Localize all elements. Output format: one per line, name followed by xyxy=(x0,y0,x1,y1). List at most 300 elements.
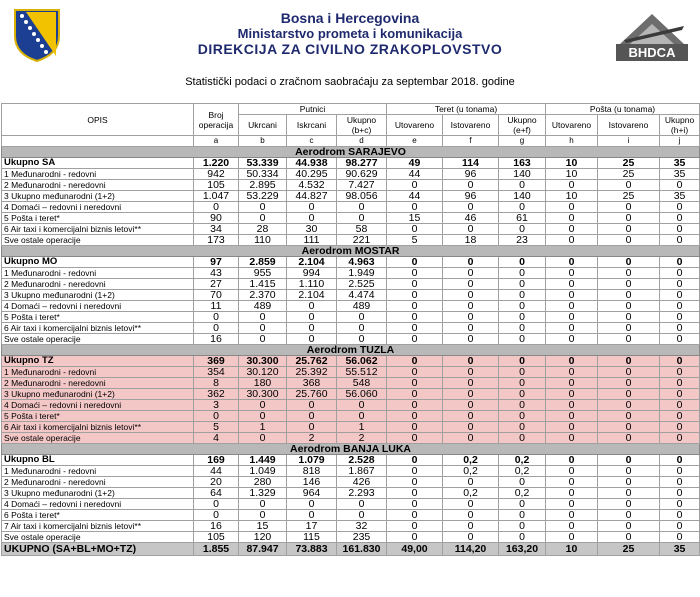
cell-value: 489 xyxy=(239,301,287,312)
cell-value: 0 xyxy=(598,433,660,444)
cell-value: 0 xyxy=(499,422,546,433)
cell-value: 34 xyxy=(194,224,239,235)
cell-value: 53.339 xyxy=(239,158,287,169)
cell-value: 0 xyxy=(387,488,443,499)
cell-value: 2.895 xyxy=(239,180,287,191)
row-label: 4 Domaći – redovni i neredovni xyxy=(2,400,194,411)
table-row xyxy=(2,268,700,279)
cell-value: 8 xyxy=(194,378,239,389)
cell-value: 0 xyxy=(660,378,700,389)
cell-value: 0 xyxy=(287,422,337,433)
table-row xyxy=(2,323,700,334)
cell-value: 28 xyxy=(239,224,287,235)
cell-value: 0 xyxy=(660,334,700,345)
cell-value: 0 xyxy=(598,510,660,521)
cell-value: 0 xyxy=(546,466,598,477)
table-row xyxy=(2,367,700,378)
cell-value: 0 xyxy=(239,400,287,411)
cell-value: 0 xyxy=(443,290,499,301)
cell-value: 30.300 xyxy=(239,356,287,367)
grand-total-label: UKUPNO (SA+BL+MO+TZ) xyxy=(2,543,194,556)
cell-value: 0 xyxy=(598,224,660,235)
table-row xyxy=(2,433,700,444)
cell-value: 0 xyxy=(337,334,387,345)
cell-value: 0 xyxy=(387,510,443,521)
airport-total-row xyxy=(2,455,700,466)
cell-value: 0 xyxy=(546,180,598,191)
cell-value: 0 xyxy=(443,268,499,279)
cell-value: 0 xyxy=(443,323,499,334)
airport-name: Aerodrom TUZLA xyxy=(2,345,700,356)
cell-value: 0,2 xyxy=(499,466,546,477)
cell-value: 0 xyxy=(499,499,546,510)
cell-value: 0 xyxy=(443,411,499,422)
table-row xyxy=(2,532,700,543)
cell-value: 0 xyxy=(443,356,499,367)
row-label: 6 Air taxi i komercijalni biznis letovi** xyxy=(2,224,194,235)
cell-value: 180 xyxy=(239,378,287,389)
cell-value: 0 xyxy=(387,532,443,543)
cell-value: 0 xyxy=(499,202,546,213)
cell-value: 0 xyxy=(239,411,287,422)
col-letter: e xyxy=(387,136,443,147)
cell-value: 0 xyxy=(546,510,598,521)
cell-value: 0 xyxy=(287,334,337,345)
cell-value: 0 xyxy=(443,279,499,290)
col-letter: g xyxy=(499,136,546,147)
cell-value: 0 xyxy=(443,422,499,433)
cell-value: 0 xyxy=(598,389,660,400)
cell-value: 235 xyxy=(337,532,387,543)
cell-value: 18 xyxy=(443,235,499,246)
cell-value: 0 xyxy=(546,213,598,224)
cell-value: 955 xyxy=(239,268,287,279)
cell-value: 30 xyxy=(287,224,337,235)
cell-value: 35 xyxy=(660,169,700,180)
airport-header-row xyxy=(2,444,700,455)
cell-value: 0 xyxy=(194,202,239,213)
cell-value: 2.293 xyxy=(337,488,387,499)
cell-value: 0,2 xyxy=(443,488,499,499)
cell-value: 0 xyxy=(598,312,660,323)
col-letter: j xyxy=(660,136,700,147)
cell-value: 0 xyxy=(337,213,387,224)
cell-value: 2.859 xyxy=(239,257,287,268)
cell-value: 0 xyxy=(598,521,660,532)
cell-value: 0 xyxy=(546,334,598,345)
cell-value: 0 xyxy=(598,290,660,301)
cell-value: 2.104 xyxy=(287,290,337,301)
cell-value: 354 xyxy=(194,367,239,378)
cell-value: 0 xyxy=(499,334,546,345)
table-row xyxy=(2,334,700,345)
cell-value: 0 xyxy=(546,356,598,367)
cell-value: 221 xyxy=(337,235,387,246)
cell-value: 30.300 xyxy=(239,389,287,400)
cell-value: 4 xyxy=(194,433,239,444)
cell-value: 0 xyxy=(660,268,700,279)
airport-total-row xyxy=(2,356,700,367)
col-istovareno: Istovareno xyxy=(443,115,499,136)
row-label: 4 Domaći – redovni i neredovni xyxy=(2,202,194,213)
cell-value: 1.110 xyxy=(287,279,337,290)
cell-value: 0 xyxy=(194,312,239,323)
cell-value: 0 xyxy=(443,301,499,312)
cell-value: 0 xyxy=(499,323,546,334)
cell-value: 0 xyxy=(387,422,443,433)
cell-value: 0 xyxy=(660,257,700,268)
cell-value: 0 xyxy=(387,268,443,279)
cell-value: 0,2 xyxy=(443,455,499,466)
cell-value: 0 xyxy=(287,323,337,334)
cell-value: 146 xyxy=(287,477,337,488)
cell-value: 0 xyxy=(387,389,443,400)
cell-value: 489 xyxy=(337,301,387,312)
cell-value: 0 xyxy=(499,433,546,444)
cell-value: 4.532 xyxy=(287,180,337,191)
col-ukupno-bc: Ukupno (b+c) xyxy=(337,115,387,136)
row-label: 1 Međunarodni - redovni xyxy=(2,268,194,279)
directorate-name: DIREKCIJA ZA CIVILNO ZRAKOPLOVSTVO xyxy=(197,41,503,57)
cell-value: 0 xyxy=(387,455,443,466)
table-row xyxy=(2,411,700,422)
cell-value: 0 xyxy=(546,477,598,488)
grand-total-value: 1.855 xyxy=(194,543,239,556)
cell-value: 25.392 xyxy=(287,367,337,378)
cell-value: 1.220 xyxy=(194,158,239,169)
cell-value: 0 xyxy=(443,510,499,521)
table-row xyxy=(2,279,700,290)
cell-value: 55.512 xyxy=(337,367,387,378)
table-row xyxy=(2,235,700,246)
cell-value: 0 xyxy=(660,202,700,213)
cell-value: 4.474 xyxy=(337,290,387,301)
row-label: Sve ostale operacije xyxy=(2,532,194,543)
cell-value: 0 xyxy=(443,257,499,268)
grand-total-value: 25 xyxy=(598,543,660,556)
cell-value: 0 xyxy=(443,334,499,345)
col-broj-operacija: Broj operacija xyxy=(194,104,239,136)
row-label: Ukupno BL xyxy=(2,455,194,466)
cell-value: 0 xyxy=(499,378,546,389)
cell-value: 0 xyxy=(660,389,700,400)
cell-value: 0 xyxy=(337,400,387,411)
grand-total-value: 73.883 xyxy=(287,543,337,556)
cell-value: 0 xyxy=(194,510,239,521)
table-row xyxy=(2,466,700,477)
cell-value: 90.629 xyxy=(337,169,387,180)
cell-value: 0 xyxy=(660,422,700,433)
page-header xyxy=(0,0,700,72)
cell-value: 120 xyxy=(239,532,287,543)
col-iskrcani: Iskrcani xyxy=(287,115,337,136)
airport-name: Aerodrom MOSTAR xyxy=(2,246,700,257)
cell-value: 0 xyxy=(660,411,700,422)
cell-value: 53.229 xyxy=(239,191,287,202)
cell-value: 0 xyxy=(546,422,598,433)
cell-value: 90 xyxy=(194,213,239,224)
cell-value: 0 xyxy=(499,389,546,400)
table-row xyxy=(2,521,700,532)
cell-value: 2 xyxy=(287,433,337,444)
cell-value: 0 xyxy=(239,433,287,444)
cell-value: 0 xyxy=(337,312,387,323)
cell-value: 115 xyxy=(287,532,337,543)
cell-value: 0 xyxy=(546,224,598,235)
cell-value: 0 xyxy=(387,290,443,301)
cell-value: 40.295 xyxy=(287,169,337,180)
row-label: 2 Međunarodni - neredovni xyxy=(2,477,194,488)
cell-value: 0 xyxy=(499,477,546,488)
row-label: 6 Pošta i teret* xyxy=(2,510,194,521)
cell-value: 0 xyxy=(387,312,443,323)
table-row xyxy=(2,477,700,488)
row-label: 5 Pošta i teret* xyxy=(2,213,194,224)
cell-value: 0 xyxy=(546,301,598,312)
cell-value: 0 xyxy=(239,510,287,521)
row-label: 1 Međunarodni - redovni xyxy=(2,169,194,180)
cell-value: 1.449 xyxy=(239,455,287,466)
col-ukupno-ef: Ukupno (e+f) xyxy=(499,115,546,136)
cell-value: 280 xyxy=(239,477,287,488)
cell-value: 0 xyxy=(387,334,443,345)
bhdca-logo-icon xyxy=(612,8,692,63)
cell-value: 1.415 xyxy=(239,279,287,290)
cell-value: 0 xyxy=(660,224,700,235)
cell-value: 0 xyxy=(660,279,700,290)
cell-value: 0 xyxy=(499,257,546,268)
cell-value: 0 xyxy=(387,257,443,268)
cell-value: 163 xyxy=(499,158,546,169)
cell-value: 0 xyxy=(443,389,499,400)
cell-value: 0 xyxy=(443,521,499,532)
cell-value: 0 xyxy=(598,268,660,279)
grand-total-value: 161.830 xyxy=(337,543,387,556)
cell-value: 548 xyxy=(337,378,387,389)
cell-value: 0 xyxy=(499,411,546,422)
cell-value: 0 xyxy=(546,400,598,411)
cell-value: 964 xyxy=(287,488,337,499)
col-letter: f xyxy=(443,136,499,147)
col-letter: a xyxy=(194,136,239,147)
cell-value: 426 xyxy=(337,477,387,488)
cell-value: 0 xyxy=(660,466,700,477)
cell-value: 0 xyxy=(598,334,660,345)
cell-value: 362 xyxy=(194,389,239,400)
cell-value: 0,2 xyxy=(443,466,499,477)
table-row xyxy=(2,389,700,400)
cell-value: 0 xyxy=(598,499,660,510)
cell-value: 0 xyxy=(387,180,443,191)
cell-value: 0 xyxy=(337,411,387,422)
cell-value: 0 xyxy=(598,356,660,367)
cell-value: 110 xyxy=(239,235,287,246)
cell-value: 0 xyxy=(287,411,337,422)
cell-value: 3 xyxy=(194,400,239,411)
cell-value: 61 xyxy=(499,213,546,224)
cell-value: 5 xyxy=(387,235,443,246)
col-ukrcani: Ukrcani xyxy=(239,115,287,136)
cell-value: 0 xyxy=(499,290,546,301)
cell-value: 0 xyxy=(387,466,443,477)
table-row xyxy=(2,422,700,433)
cell-value: 30.120 xyxy=(239,367,287,378)
airport-header-row xyxy=(2,345,700,356)
grand-total-value: 49,00 xyxy=(387,543,443,556)
cell-value: 98.277 xyxy=(337,158,387,169)
table-row xyxy=(2,510,700,521)
cell-value: 1.079 xyxy=(287,455,337,466)
cell-value: 0 xyxy=(598,455,660,466)
col-letter: i xyxy=(598,136,660,147)
cell-value: 0 xyxy=(598,257,660,268)
cell-value: 2 xyxy=(337,433,387,444)
cell-value: 50.334 xyxy=(239,169,287,180)
cell-value: 0,2 xyxy=(499,455,546,466)
cell-value: 0 xyxy=(660,180,700,191)
cell-value: 25.762 xyxy=(287,356,337,367)
cell-value: 0 xyxy=(546,323,598,334)
cell-value: 15 xyxy=(387,213,443,224)
row-label: Sve ostale operacije xyxy=(2,433,194,444)
table-row xyxy=(2,312,700,323)
cell-value: 0 xyxy=(387,323,443,334)
cell-value: 0 xyxy=(387,411,443,422)
cell-value: 16 xyxy=(194,334,239,345)
cell-value: 0 xyxy=(499,532,546,543)
cell-value: 0 xyxy=(387,521,443,532)
cell-value: 0 xyxy=(387,378,443,389)
cell-value: 0 xyxy=(546,455,598,466)
col-utovareno: Utovareno xyxy=(387,115,443,136)
cell-value: 0 xyxy=(499,312,546,323)
col-ukupno-hi: Ukupno (h+i) xyxy=(660,115,700,136)
table-row xyxy=(2,378,700,389)
cell-value: 140 xyxy=(499,169,546,180)
cell-value: 0 xyxy=(499,400,546,411)
cell-value: 0 xyxy=(546,433,598,444)
cell-value: 0 xyxy=(287,510,337,521)
cell-value: 368 xyxy=(287,378,337,389)
cell-value: 0 xyxy=(598,411,660,422)
cell-value: 23 xyxy=(499,235,546,246)
cell-value: 0 xyxy=(598,235,660,246)
row-label: 2 Međunarodni - neredovni xyxy=(2,180,194,191)
cell-value: 0 xyxy=(598,323,660,334)
cell-value: 97 xyxy=(194,257,239,268)
cell-value: 0 xyxy=(499,521,546,532)
cell-value: 0 xyxy=(443,400,499,411)
cell-value: 942 xyxy=(194,169,239,180)
cell-value: 35 xyxy=(660,191,700,202)
cell-value: 0 xyxy=(287,499,337,510)
cell-value: 1.047 xyxy=(194,191,239,202)
cell-value: 0 xyxy=(387,433,443,444)
cell-value: 0 xyxy=(287,301,337,312)
row-label: 6 Air taxi i komercijalni biznis letovi** xyxy=(2,323,194,334)
cell-value: 46 xyxy=(443,213,499,224)
cell-value: 0 xyxy=(443,433,499,444)
cell-value: 1.329 xyxy=(239,488,287,499)
cell-value: 0 xyxy=(660,510,700,521)
cell-value: 0 xyxy=(443,378,499,389)
cell-value: 35 xyxy=(660,158,700,169)
grand-total-value: 163,20 xyxy=(499,543,546,556)
cell-value: 0 xyxy=(598,400,660,411)
row-label: 1 Međunarodni - redovni xyxy=(2,367,194,378)
cell-value: 0 xyxy=(598,367,660,378)
cell-value: 105 xyxy=(194,180,239,191)
cell-value: 56.060 xyxy=(337,389,387,400)
cell-value: 1 xyxy=(239,422,287,433)
cell-value: 20 xyxy=(194,477,239,488)
airport-name: Aerodrom BANJA LUKA xyxy=(2,444,700,455)
cell-value: 0 xyxy=(387,202,443,213)
grand-total-row xyxy=(2,543,700,556)
cell-value: 0 xyxy=(660,521,700,532)
cell-value: 0 xyxy=(239,334,287,345)
cell-value: 0 xyxy=(660,477,700,488)
cell-value: 0 xyxy=(239,312,287,323)
table-row xyxy=(2,488,700,499)
cell-value: 0 xyxy=(443,180,499,191)
cell-value: 0 xyxy=(546,532,598,543)
cell-value: 0 xyxy=(499,301,546,312)
cell-value: 0 xyxy=(546,279,598,290)
grand-total-value: 114,20 xyxy=(443,543,499,556)
grand-total-value: 10 xyxy=(546,543,598,556)
cell-value: 0 xyxy=(499,279,546,290)
cell-value: 0 xyxy=(499,180,546,191)
table-row xyxy=(2,499,700,510)
table-row xyxy=(2,213,700,224)
cell-value: 10 xyxy=(546,191,598,202)
cell-value: 0 xyxy=(337,323,387,334)
table-row xyxy=(2,180,700,191)
row-label: 2 Međunarodni - neredovni xyxy=(2,279,194,290)
row-label: 2 Međunarodni - neredovni xyxy=(2,378,194,389)
cell-value: 0 xyxy=(660,301,700,312)
cell-value: 98.056 xyxy=(337,191,387,202)
cell-value: 11 xyxy=(194,301,239,312)
cell-value: 0 xyxy=(660,532,700,543)
cell-value: 1.949 xyxy=(337,268,387,279)
cell-value: 0 xyxy=(337,202,387,213)
row-label: 6 Air taxi i komercijalni biznis letovi** xyxy=(2,422,194,433)
cell-value: 0,2 xyxy=(499,488,546,499)
table-row xyxy=(2,202,700,213)
row-label: 3 Ukupno međunarodni (1+2) xyxy=(2,389,194,400)
cell-value: 49 xyxy=(387,158,443,169)
cell-value: 0 xyxy=(546,235,598,246)
row-label: 3 Ukupno međunarodni (1+2) xyxy=(2,488,194,499)
cell-value: 140 xyxy=(499,191,546,202)
cell-value: 64 xyxy=(194,488,239,499)
cell-value: 0 xyxy=(660,235,700,246)
table-body xyxy=(2,147,700,556)
cell-value: 0 xyxy=(194,411,239,422)
cell-value: 0 xyxy=(546,411,598,422)
ministry-name: Ministarstvo prometa i komunikacija xyxy=(237,26,463,41)
cell-value: 0 xyxy=(443,202,499,213)
cell-value: 0 xyxy=(443,224,499,235)
col-group-putnici: Putnici xyxy=(239,104,387,115)
row-label: 7 Air taxi i komercijalni biznis letovi** xyxy=(2,521,194,532)
cell-value: 15 xyxy=(239,521,287,532)
row-label: 3 Ukupno međunarodni (1+2) xyxy=(2,191,194,202)
cell-value: 96 xyxy=(443,191,499,202)
cell-value: 0 xyxy=(660,433,700,444)
